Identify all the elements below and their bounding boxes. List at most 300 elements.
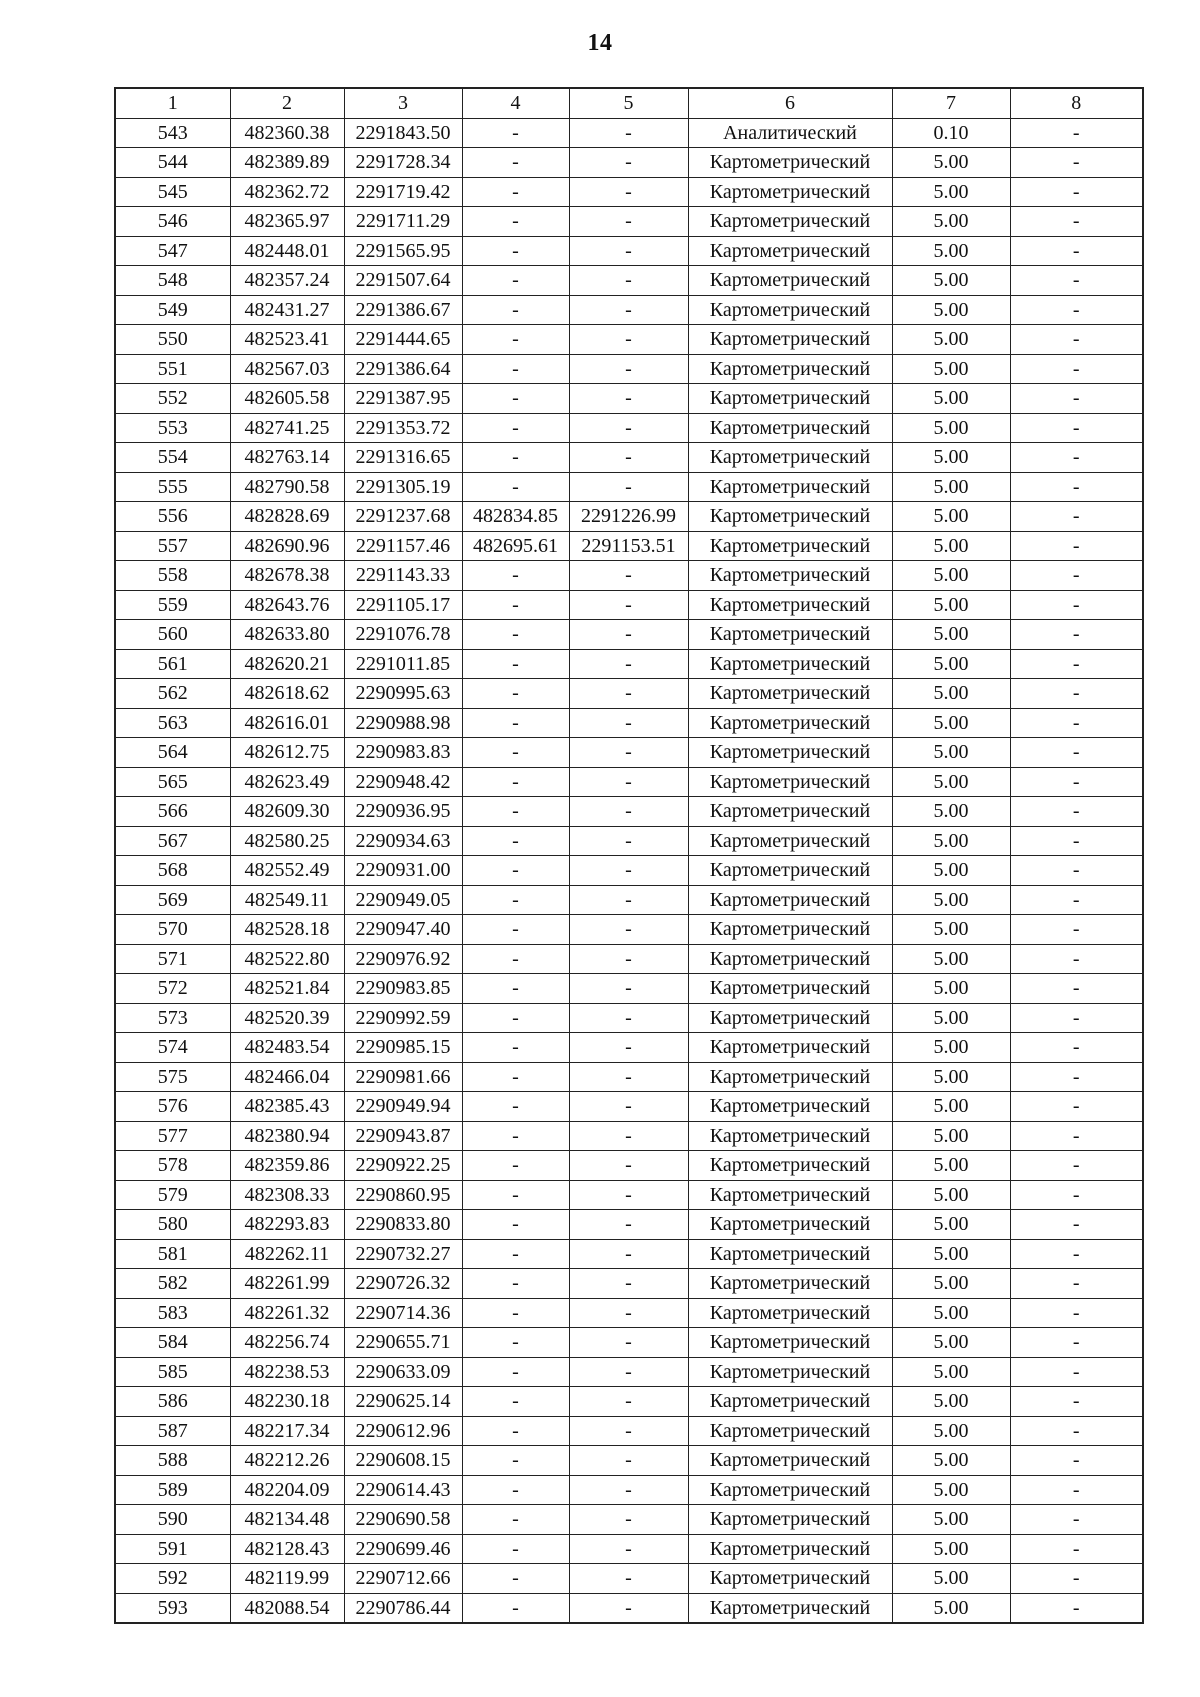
y-coord-alt-cell: - [569,649,688,679]
method-cell: Картометрический [688,885,892,915]
x-coord-alt-cell: - [462,443,569,473]
x-coord-alt-cell: - [462,649,569,679]
point-number-cell: 574 [115,1033,230,1063]
table-row [115,1475,1143,1505]
y-coord-alt-cell: - [569,384,688,414]
method-cell: Картометрический [688,1505,892,1535]
y-coord-cell: 2291843.50 [344,118,462,148]
accuracy-cell: 5.00 [892,266,1010,296]
header-row [115,88,1143,118]
point-number-cell: 591 [115,1534,230,1564]
x-coord-alt-cell: - [462,295,569,325]
x-coord-cell: 482256.74 [230,1328,344,1358]
accuracy-cell: 5.00 [892,413,1010,443]
y-coord-cell: 2290712.66 [344,1564,462,1594]
table-row [115,325,1143,355]
accuracy-cell: 5.00 [892,915,1010,945]
point-number-cell: 583 [115,1298,230,1328]
y-coord-cell: 2290949.94 [344,1092,462,1122]
point-number-cell: 562 [115,679,230,709]
x-coord-alt-cell: - [462,885,569,915]
x-coord-cell: 482612.75 [230,738,344,768]
accuracy-cell: 5.00 [892,708,1010,738]
point-number-cell: 549 [115,295,230,325]
column-header: 5 [569,88,688,118]
table-row [115,266,1143,296]
table-row [115,1593,1143,1623]
y-coord-alt-cell: - [569,1062,688,1092]
table-row [115,1328,1143,1358]
point-number-cell: 573 [115,1003,230,1033]
table-row [115,1092,1143,1122]
note-cell: - [1010,1298,1143,1328]
y-coord-alt-cell: - [569,1328,688,1358]
y-coord-cell: 2290625.14 [344,1387,462,1417]
column-header: 1 [115,88,230,118]
accuracy-cell: 5.00 [892,767,1010,797]
note-cell: - [1010,236,1143,266]
x-coord-cell: 482790.58 [230,472,344,502]
accuracy-cell: 5.00 [892,177,1010,207]
note-cell: - [1010,443,1143,473]
method-cell: Картометрический [688,1062,892,1092]
y-coord-cell: 2291143.33 [344,561,462,591]
y-coord-cell: 2291507.64 [344,266,462,296]
x-coord-alt-cell: - [462,1387,569,1417]
y-coord-cell: 2290943.87 [344,1121,462,1151]
y-coord-cell: 2290633.09 [344,1357,462,1387]
y-coord-alt-cell: - [569,738,688,768]
x-coord-alt-cell: - [462,1092,569,1122]
point-number-cell: 557 [115,531,230,561]
x-coord-alt-cell: - [462,325,569,355]
note-cell: - [1010,1180,1143,1210]
x-coord-alt-cell: - [462,679,569,709]
y-coord-alt-cell: - [569,856,688,886]
table-row [115,708,1143,738]
x-coord-cell: 482212.26 [230,1446,344,1476]
note-cell: - [1010,1564,1143,1594]
x-coord-cell: 482549.11 [230,885,344,915]
table-row [115,797,1143,827]
point-number-cell: 552 [115,384,230,414]
point-number-cell: 547 [115,236,230,266]
y-coord-cell: 2290612.96 [344,1416,462,1446]
point-number-cell: 589 [115,1475,230,1505]
y-coord-cell: 2290988.98 [344,708,462,738]
note-cell: - [1010,1475,1143,1505]
y-coord-alt-cell: - [569,679,688,709]
accuracy-cell: 5.00 [892,1092,1010,1122]
y-coord-cell: 2290949.05 [344,885,462,915]
y-coord-cell: 2290992.59 [344,1003,462,1033]
y-coord-alt-cell: - [569,1092,688,1122]
note-cell: - [1010,1328,1143,1358]
x-coord-alt-cell: - [462,1210,569,1240]
method-cell: Картометрический [688,295,892,325]
point-number-cell: 554 [115,443,230,473]
page-number: 14 [587,30,613,56]
y-coord-alt-cell: - [569,915,688,945]
accuracy-cell: 5.00 [892,531,1010,561]
note-cell: - [1010,826,1143,856]
y-coord-cell: 2290947.40 [344,915,462,945]
point-number-cell: 558 [115,561,230,591]
x-coord-alt-cell: - [462,1416,569,1446]
x-coord-alt-cell: - [462,236,569,266]
y-coord-cell: 2291387.95 [344,384,462,414]
table-row [115,1534,1143,1564]
accuracy-cell: 5.00 [892,443,1010,473]
x-coord-alt-cell: - [462,974,569,1004]
y-coord-alt-cell: - [569,1003,688,1033]
x-coord-cell: 482567.03 [230,354,344,384]
y-coord-cell: 2290860.95 [344,1180,462,1210]
y-coord-cell: 2290614.43 [344,1475,462,1505]
note-cell: - [1010,561,1143,591]
accuracy-cell: 5.00 [892,1151,1010,1181]
method-cell: Картометрический [688,1357,892,1387]
note-cell: - [1010,738,1143,768]
accuracy-cell: 5.00 [892,1062,1010,1092]
method-cell: Картометрический [688,502,892,532]
note-cell: - [1010,148,1143,178]
y-coord-alt-cell: - [569,590,688,620]
note-cell: - [1010,1593,1143,1623]
method-cell: Картометрический [688,207,892,237]
table-row [115,649,1143,679]
y-coord-alt-cell: - [569,620,688,650]
y-coord-alt-cell: - [569,177,688,207]
point-number-cell: 548 [115,266,230,296]
accuracy-cell: 5.00 [892,974,1010,1004]
point-number-cell: 569 [115,885,230,915]
note-cell: - [1010,708,1143,738]
point-number-cell: 561 [115,649,230,679]
x-coord-alt-cell: - [462,1534,569,1564]
table-row [115,384,1143,414]
table-row [115,915,1143,945]
y-coord-cell: 2290983.85 [344,974,462,1004]
y-coord-alt-cell: - [569,1298,688,1328]
y-coord-cell: 2291076.78 [344,620,462,650]
method-cell: Картометрический [688,1298,892,1328]
x-coord-cell: 482483.54 [230,1033,344,1063]
note-cell: - [1010,767,1143,797]
method-cell: Картометрический [688,1328,892,1358]
x-coord-alt-cell: - [462,148,569,178]
x-coord-cell: 482521.84 [230,974,344,1004]
y-coord-alt-cell: - [569,1416,688,1446]
y-coord-alt-cell: - [569,1475,688,1505]
point-number-cell: 550 [115,325,230,355]
point-number-cell: 565 [115,767,230,797]
y-coord-cell: 2290934.63 [344,826,462,856]
y-coord-alt-cell: - [569,944,688,974]
accuracy-cell: 5.00 [892,679,1010,709]
table-row [115,738,1143,768]
point-number-cell: 544 [115,148,230,178]
point-number-cell: 556 [115,502,230,532]
point-number-cell: 560 [115,620,230,650]
table-header [115,88,1143,118]
note-cell: - [1010,1446,1143,1476]
x-coord-alt-cell: - [462,797,569,827]
table-row [115,1239,1143,1269]
accuracy-cell: 5.00 [892,1033,1010,1063]
point-number-cell: 553 [115,413,230,443]
y-coord-alt-cell: 2291153.51 [569,531,688,561]
x-coord-alt-cell: - [462,118,569,148]
x-coord-cell: 482620.21 [230,649,344,679]
table-row [115,1151,1143,1181]
note-cell: - [1010,1062,1143,1092]
method-cell: Картометрический [688,797,892,827]
x-coord-cell: 482552.49 [230,856,344,886]
column-header: 7 [892,88,1010,118]
y-coord-alt-cell: - [569,295,688,325]
point-number-cell: 578 [115,1151,230,1181]
x-coord-alt-cell: - [462,266,569,296]
x-coord-cell: 482678.38 [230,561,344,591]
y-coord-alt-cell: - [569,472,688,502]
accuracy-cell: 5.00 [892,1593,1010,1623]
y-coord-alt-cell: - [569,1033,688,1063]
x-coord-cell: 482134.48 [230,1505,344,1535]
note-cell: - [1010,325,1143,355]
point-number-cell: 555 [115,472,230,502]
x-coord-alt-cell: - [462,915,569,945]
x-coord-cell: 482580.25 [230,826,344,856]
note-cell: - [1010,266,1143,296]
method-cell: Аналитический [688,118,892,148]
x-coord-alt-cell: - [462,1121,569,1151]
note-cell: - [1010,502,1143,532]
method-cell: Картометрический [688,708,892,738]
x-coord-cell: 482690.96 [230,531,344,561]
accuracy-cell: 5.00 [892,1239,1010,1269]
accuracy-cell: 5.00 [892,1446,1010,1476]
method-cell: Картометрический [688,148,892,178]
point-number-cell: 581 [115,1239,230,1269]
note-cell: - [1010,856,1143,886]
y-coord-cell: 2291386.64 [344,354,462,384]
accuracy-cell: 5.00 [892,1534,1010,1564]
x-coord-alt-cell: - [462,207,569,237]
table-row [115,236,1143,266]
accuracy-cell: 5.00 [892,1387,1010,1417]
x-coord-alt-cell: - [462,413,569,443]
x-coord-alt-cell: - [462,1505,569,1535]
table-row [115,295,1143,325]
x-coord-alt-cell: - [462,177,569,207]
y-coord-alt-cell: - [569,354,688,384]
point-number-cell: 577 [115,1121,230,1151]
note-cell: - [1010,1151,1143,1181]
column-header: 3 [344,88,462,118]
method-cell: Картометрический [688,354,892,384]
method-cell: Картометрический [688,236,892,266]
x-coord-alt-cell: 482695.61 [462,531,569,561]
method-cell: Картометрический [688,1180,892,1210]
table-row [115,1210,1143,1240]
accuracy-cell: 5.00 [892,472,1010,502]
y-coord-alt-cell: - [569,1269,688,1299]
point-number-cell: 572 [115,974,230,1004]
x-coord-alt-cell: - [462,354,569,384]
point-number-cell: 545 [115,177,230,207]
point-number-cell: 563 [115,708,230,738]
table-row [115,1387,1143,1417]
x-coord-alt-cell: - [462,1298,569,1328]
x-coord-cell: 482741.25 [230,413,344,443]
method-cell: Картометрический [688,826,892,856]
table-row [115,502,1143,532]
x-coord-cell: 482528.18 [230,915,344,945]
point-number-cell: 570 [115,915,230,945]
y-coord-cell: 2290985.15 [344,1033,462,1063]
method-cell: Картометрический [688,1003,892,1033]
y-coord-alt-cell: 2291226.99 [569,502,688,532]
x-coord-cell: 482385.43 [230,1092,344,1122]
y-coord-alt-cell: - [569,1564,688,1594]
x-coord-alt-cell: 482834.85 [462,502,569,532]
point-number-cell: 564 [115,738,230,768]
note-cell: - [1010,472,1143,502]
method-cell: Картометрический [688,974,892,1004]
x-coord-cell: 482088.54 [230,1593,344,1623]
table-row [115,472,1143,502]
point-number-cell: 576 [115,1092,230,1122]
note-cell: - [1010,1416,1143,1446]
note-cell: - [1010,207,1143,237]
column-header: 6 [688,88,892,118]
x-coord-alt-cell: - [462,1357,569,1387]
y-coord-cell: 2290833.80 [344,1210,462,1240]
x-coord-cell: 482605.58 [230,384,344,414]
accuracy-cell: 5.00 [892,620,1010,650]
column-header: 2 [230,88,344,118]
method-cell: Картометрический [688,561,892,591]
x-coord-cell: 482389.89 [230,148,344,178]
y-coord-alt-cell: - [569,1121,688,1151]
accuracy-cell: 5.00 [892,502,1010,532]
method-cell: Картометрический [688,1534,892,1564]
method-cell: Картометрический [688,1033,892,1063]
note-cell: - [1010,1210,1143,1240]
point-number-cell: 588 [115,1446,230,1476]
point-number-cell: 543 [115,118,230,148]
x-coord-alt-cell: - [462,1446,569,1476]
note-cell: - [1010,944,1143,974]
y-coord-alt-cell: - [569,1446,688,1476]
accuracy-cell: 5.00 [892,1328,1010,1358]
note-cell: - [1010,1121,1143,1151]
y-coord-cell: 2290983.83 [344,738,462,768]
x-coord-cell: 482357.24 [230,266,344,296]
table-row [115,767,1143,797]
note-cell: - [1010,797,1143,827]
coordinates-table [114,87,1144,1624]
y-coord-alt-cell: - [569,826,688,856]
point-number-cell: 568 [115,856,230,886]
method-cell: Картометрический [688,1092,892,1122]
x-coord-cell: 482618.62 [230,679,344,709]
table-row [115,944,1143,974]
note-cell: - [1010,354,1143,384]
table-row [115,443,1143,473]
point-number-cell: 551 [115,354,230,384]
y-coord-cell: 2290726.32 [344,1269,462,1299]
accuracy-cell: 5.00 [892,1475,1010,1505]
table-row [115,856,1143,886]
y-coord-cell: 2290931.00 [344,856,462,886]
y-coord-alt-cell: - [569,443,688,473]
accuracy-cell: 5.00 [892,797,1010,827]
note-cell: - [1010,384,1143,414]
accuracy-cell: 5.00 [892,1298,1010,1328]
note-cell: - [1010,1387,1143,1417]
table-row [115,1003,1143,1033]
x-coord-alt-cell: - [462,590,569,620]
y-coord-cell: 2290976.92 [344,944,462,974]
y-coord-cell: 2291565.95 [344,236,462,266]
method-cell: Картометрический [688,738,892,768]
point-number-cell: 584 [115,1328,230,1358]
x-coord-alt-cell: - [462,1328,569,1358]
note-cell: - [1010,620,1143,650]
note-cell: - [1010,679,1143,709]
x-coord-cell: 482230.18 [230,1387,344,1417]
table-row [115,207,1143,237]
method-cell: Картометрический [688,531,892,561]
y-coord-alt-cell: - [569,561,688,591]
x-coord-alt-cell: - [462,1033,569,1063]
x-coord-cell: 482431.27 [230,295,344,325]
x-coord-alt-cell: - [462,1564,569,1594]
x-coord-cell: 482763.14 [230,443,344,473]
point-number-cell: 592 [115,1564,230,1594]
y-coord-cell: 2290948.42 [344,767,462,797]
method-cell: Картометрический [688,1151,892,1181]
table-row [115,826,1143,856]
accuracy-cell: 0.10 [892,118,1010,148]
y-coord-cell: 2290714.36 [344,1298,462,1328]
point-number-cell: 546 [115,207,230,237]
method-cell: Картометрический [688,325,892,355]
accuracy-cell: 5.00 [892,325,1010,355]
method-cell: Картометрический [688,1269,892,1299]
x-coord-cell: 482359.86 [230,1151,344,1181]
method-cell: Картометрический [688,177,892,207]
y-coord-alt-cell: - [569,148,688,178]
x-coord-cell: 482523.41 [230,325,344,355]
accuracy-cell: 5.00 [892,649,1010,679]
y-coord-alt-cell: - [569,1180,688,1210]
note-cell: - [1010,1239,1143,1269]
y-coord-alt-cell: - [569,1151,688,1181]
accuracy-cell: 5.00 [892,885,1010,915]
x-coord-cell: 482217.34 [230,1416,344,1446]
y-coord-cell: 2291157.46 [344,531,462,561]
y-coord-alt-cell: - [569,1357,688,1387]
method-cell: Картометрический [688,590,892,620]
y-coord-cell: 2290936.95 [344,797,462,827]
point-number-cell: 586 [115,1387,230,1417]
y-coord-cell: 2291353.72 [344,413,462,443]
x-coord-alt-cell: - [462,708,569,738]
table-row [115,1298,1143,1328]
